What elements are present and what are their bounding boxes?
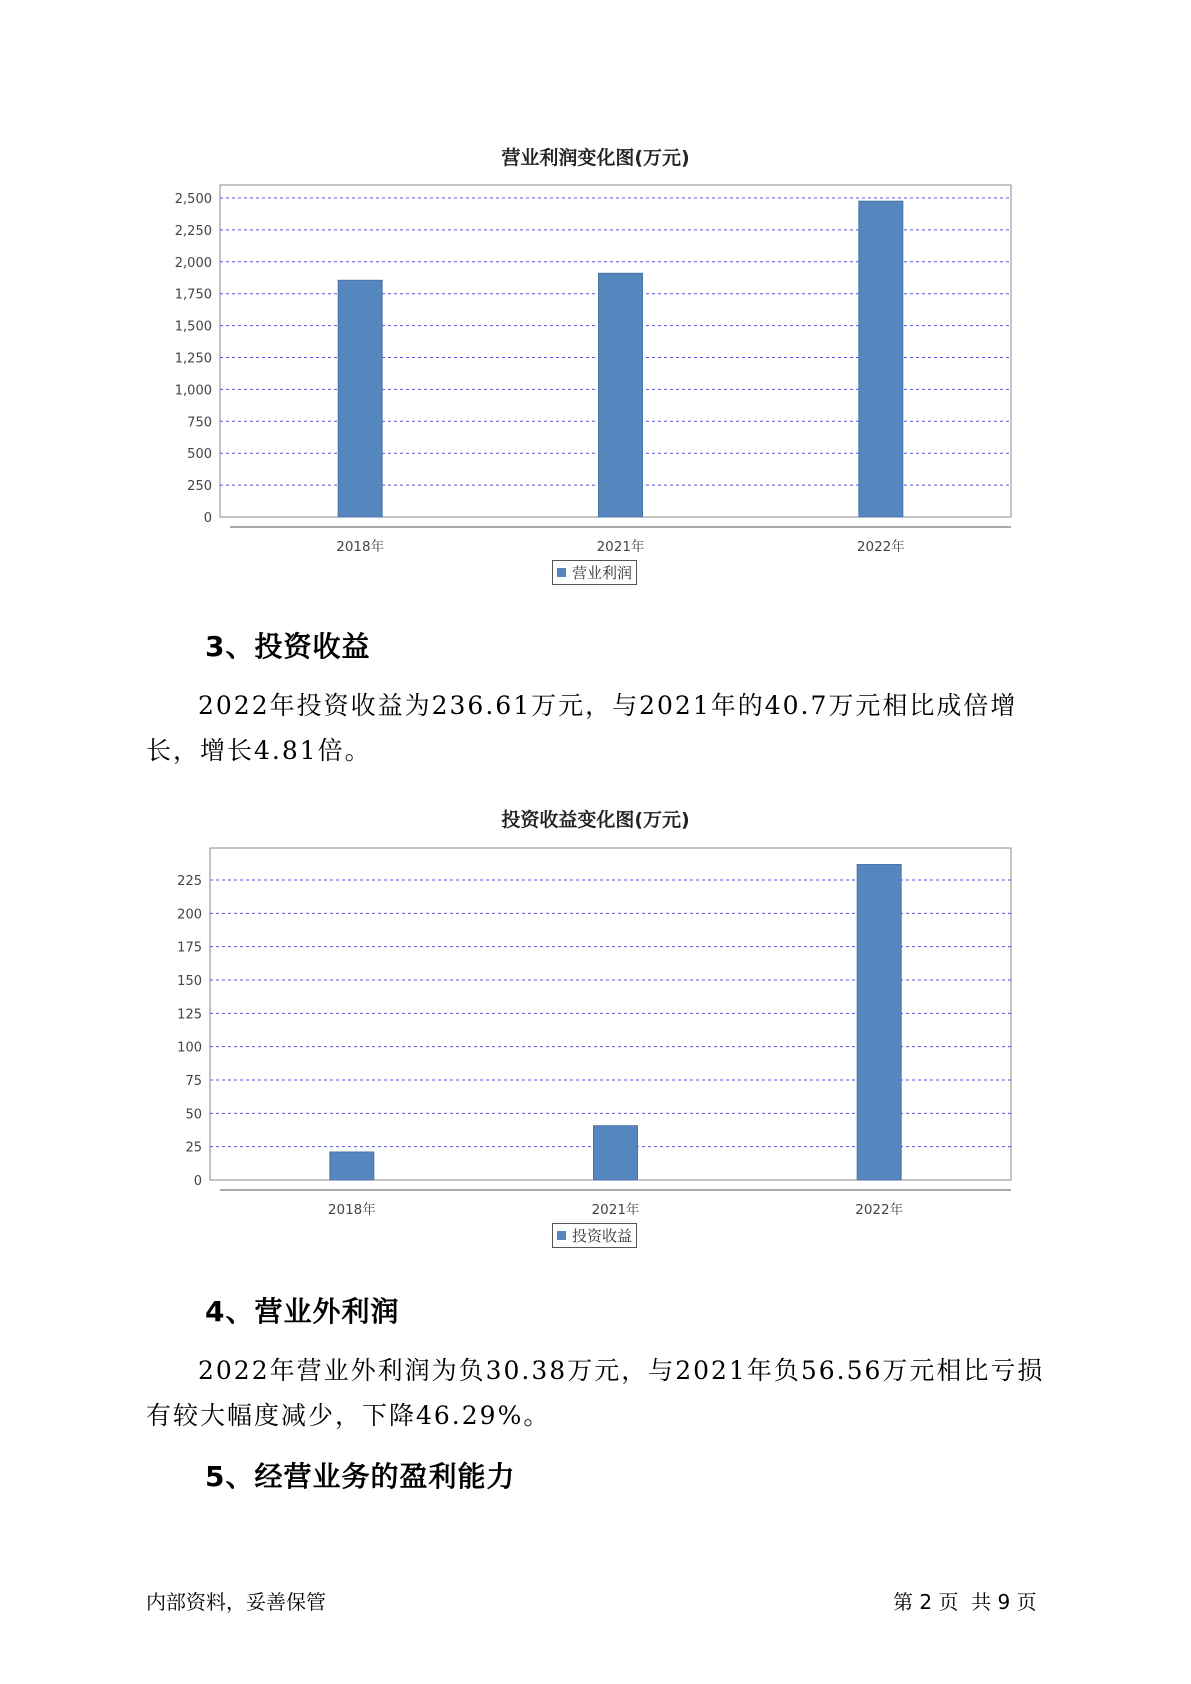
legend-swatch-icon bbox=[557, 1231, 566, 1240]
y-tick-label: 25 bbox=[185, 1140, 202, 1156]
y-tick-label: 225 bbox=[177, 874, 202, 889]
chart-legend bbox=[552, 560, 637, 585]
y-tick-label: 2,000 bbox=[174, 255, 212, 271]
y-tick-label: 150 bbox=[177, 974, 202, 989]
y-tick-label: 200 bbox=[177, 907, 202, 923]
legend-label: 投资收益 bbox=[572, 1227, 633, 1245]
chart-title: 投资收益变化图(万元) bbox=[501, 809, 690, 831]
section-paragraph: 2022年营业外利润为负30.38万元，与2021年负56.56万元相比亏损有较大幅度减少，下降46.29%。 bbox=[146, 1356, 1045, 1430]
y-tick-label: 0 bbox=[203, 511, 212, 526]
x-tick-label: 2018年 bbox=[327, 1202, 376, 1218]
x-tick-label: 2018年 bbox=[336, 539, 385, 555]
y-tick-label: 1,500 bbox=[174, 319, 212, 335]
operating-profit-chart bbox=[0, 170, 1191, 555]
y-tick-label: 50 bbox=[185, 1107, 202, 1123]
y-tick-label: 100 bbox=[177, 1040, 202, 1056]
bar bbox=[338, 280, 382, 517]
y-tick-label: 1,000 bbox=[174, 383, 212, 399]
section-paragraph: 2022年投资收益为236.61万元，与2021年的40.7万元相比成倍增长，增长4.81倍。 bbox=[146, 691, 1018, 765]
page-number: 第 2 页 共 9 页 bbox=[893, 1590, 1037, 1614]
section-heading: 5、经营业务的盈利能力 bbox=[205, 1460, 516, 1493]
section-heading: 3、投资收益 bbox=[205, 630, 371, 663]
y-tick-label: 250 bbox=[187, 479, 212, 495]
x-tick-label: 2021年 bbox=[596, 539, 645, 555]
legend-swatch-icon bbox=[557, 568, 566, 577]
y-tick-label: 750 bbox=[187, 415, 212, 431]
bar bbox=[330, 1152, 374, 1180]
bar bbox=[859, 201, 903, 517]
bar bbox=[599, 273, 643, 517]
y-tick-label: 2,250 bbox=[174, 223, 212, 239]
footer-note: 内部资料，妥善保管 bbox=[146, 1590, 326, 1614]
x-tick-label: 2021年 bbox=[591, 1202, 640, 1218]
chart-legend bbox=[552, 1223, 637, 1248]
y-tick-label: 1,750 bbox=[174, 287, 212, 303]
y-tick-label: 2,500 bbox=[174, 192, 212, 207]
y-tick-label: 0 bbox=[193, 1174, 202, 1189]
chart-title: 营业利润变化图(万元) bbox=[501, 147, 690, 169]
x-tick-label: 2022年 bbox=[855, 1202, 904, 1218]
section-heading: 4、营业外利润 bbox=[205, 1295, 400, 1328]
y-tick-label: 175 bbox=[177, 940, 202, 956]
investment-income-chart bbox=[0, 833, 1191, 1218]
bar bbox=[857, 865, 901, 1180]
legend-label: 营业利润 bbox=[572, 564, 633, 582]
y-tick-label: 500 bbox=[187, 447, 212, 463]
y-tick-label: 125 bbox=[177, 1007, 202, 1023]
y-tick-label: 1,250 bbox=[174, 351, 212, 367]
x-tick-label: 2022年 bbox=[856, 539, 905, 555]
y-tick-label: 75 bbox=[185, 1074, 202, 1089]
bar bbox=[594, 1126, 638, 1180]
